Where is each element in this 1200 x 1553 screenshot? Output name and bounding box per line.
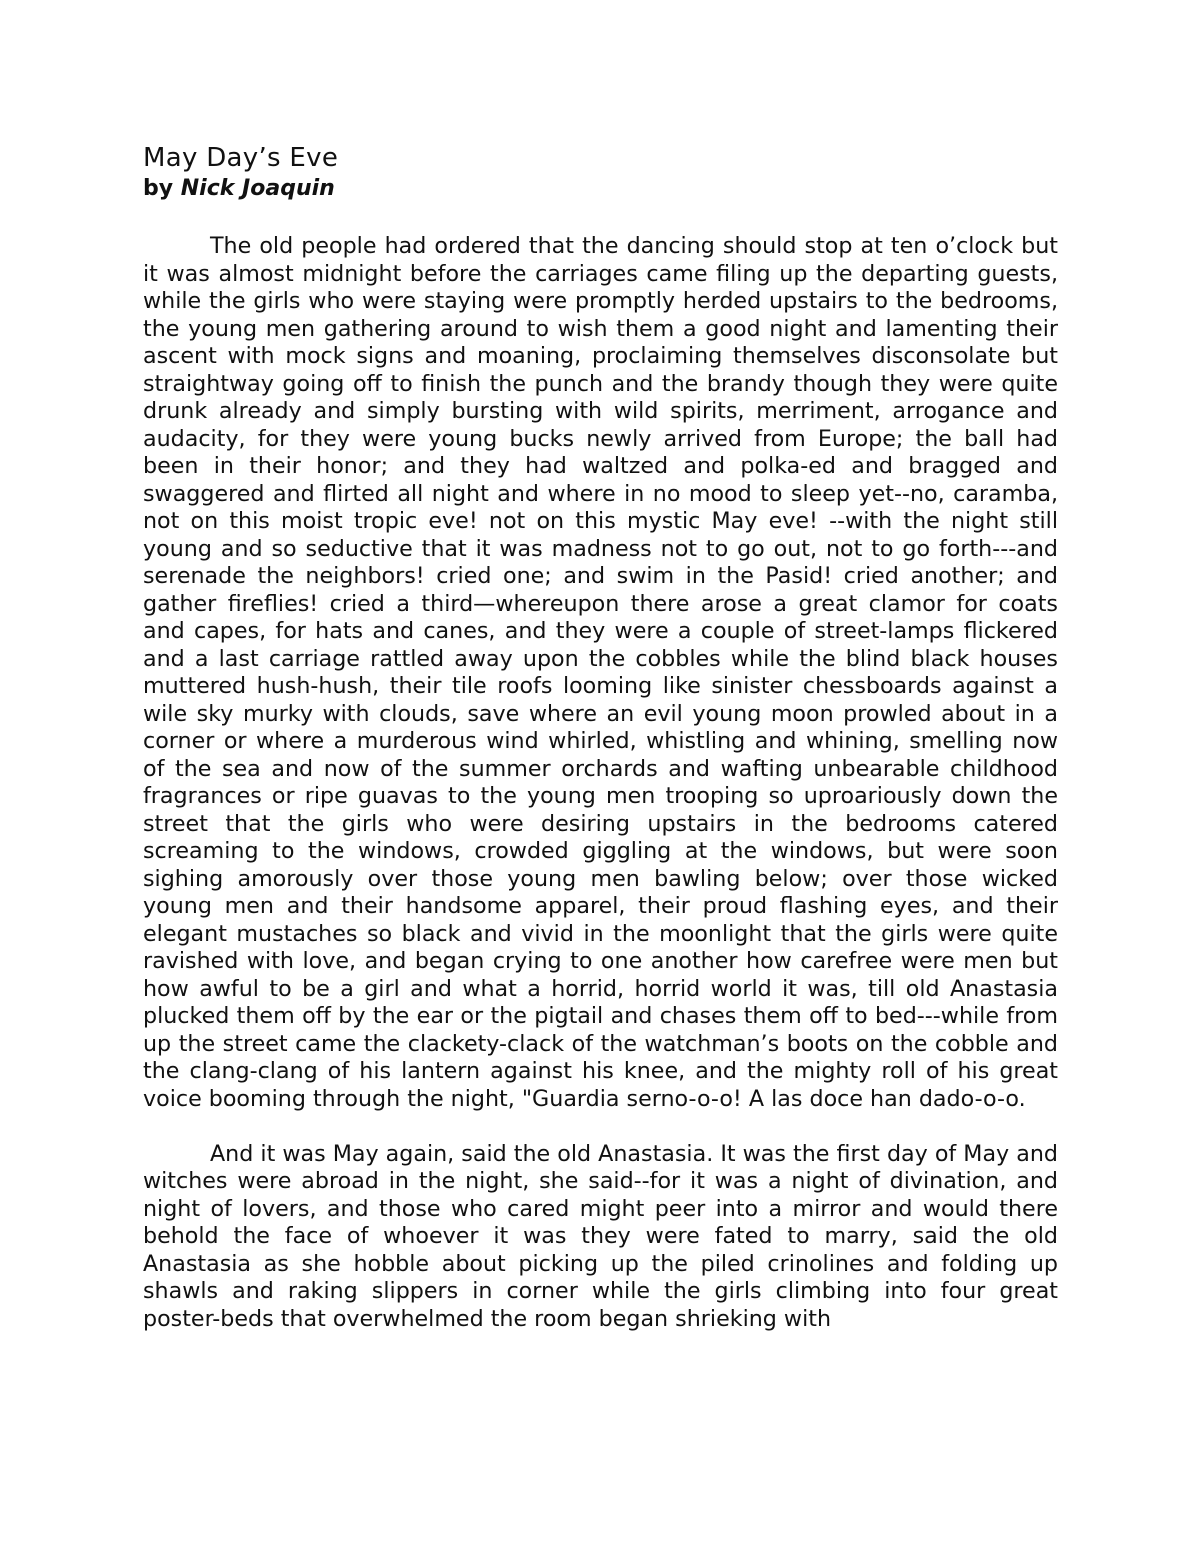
author-name: Nick Joaquin (180, 176, 335, 201)
byline (143, 175, 1058, 203)
document-body (143, 141, 1058, 1333)
paragraph-1: The old people had ordered that the dancing should stop at ten o’clock but it was almost midnight before the carriages came filing up the departing guests, while the girls who were staying were promptly herded upstairs to the bedrooms, the young men gathering around to wish them a good night and lamenting their ascent with mock signs and moaning, proclaiming themselves disconsolate but straightway going off to finish the punch and the brandy though they were quite drunk already and simply bursting with wild spirits, merriment, arrogance and audacity, for they were young bucks newly arrived from Europe; the ball had been in their honor; and they had waltzed and polka-ed and bragged and swaggered and flirted all night and where in no mood to sleep yet--no, caramba, not on this moist tropic eve! not on this mystic May eve! --with the night still young and so seductive that it was madness not to go out, not to go forth---and serenade the neighbors! cried one; and swim in the Pasid! cried another; and gather fireflies! cried a third—whereupon there arose a great clamor for coats and capes, for hats and canes, and they were a couple of street-lamps flickered and a last carriage rattled away upon the cobbles while the blind black houses muttered hush-hush, their tile roofs looming like sinister chessboards against a wile sky murky with clouds, save where an evil young moon prowled about in a corner or where a murderous wind whirled, whistling and whining, smelling now of the sea and now of the summer orchards and wafting unbearable childhood fragrances or ripe guavas to the young men trooping so uproariously down the street that the girls who were desiring upstairs in the bedrooms catered screaming to the windows, crowded giggling at the windows, but were soon sighing amorously over those young men bawling below; over those wicked young men and their handsome apparel, their proud flashing eyes, and their elegant mustaches so black and vivid in the moonlight that the girls were quite ravished with love, and began crying to one another how carefree were men but how awful to be a girl and what a horrid, horrid world it was, till old Anastasia plucked them off by the ear or the pigtail and chases them off to bed---while from up the street came the clackety-clack of the watchman’s boots on the cobble and the clang-clang of his lantern against his knee, and the mighty roll of his great voice booming through the night, "Guardia serno-o-o! A las doce han dado-o-o. (143, 233, 1058, 1112)
byline-prefix: by (143, 176, 174, 201)
paragraph-2: And it was May again, said the old Anastasia. It was the first day of May and witches were abroad in the night, she said--for it was a night of divination, and night of lovers, and those who cared might peer into a mirror and would there behold the face of whoever it was they were fated to marry, said the old Anastasia as she hobble about picking up the piled crinolines and folding up shawls and raking slippers in corner while the girls climbing into four great poster-beds that overwhelmed the room began shrieking with (143, 1140, 1058, 1332)
document-title: May Day’s Eve (143, 143, 339, 173)
